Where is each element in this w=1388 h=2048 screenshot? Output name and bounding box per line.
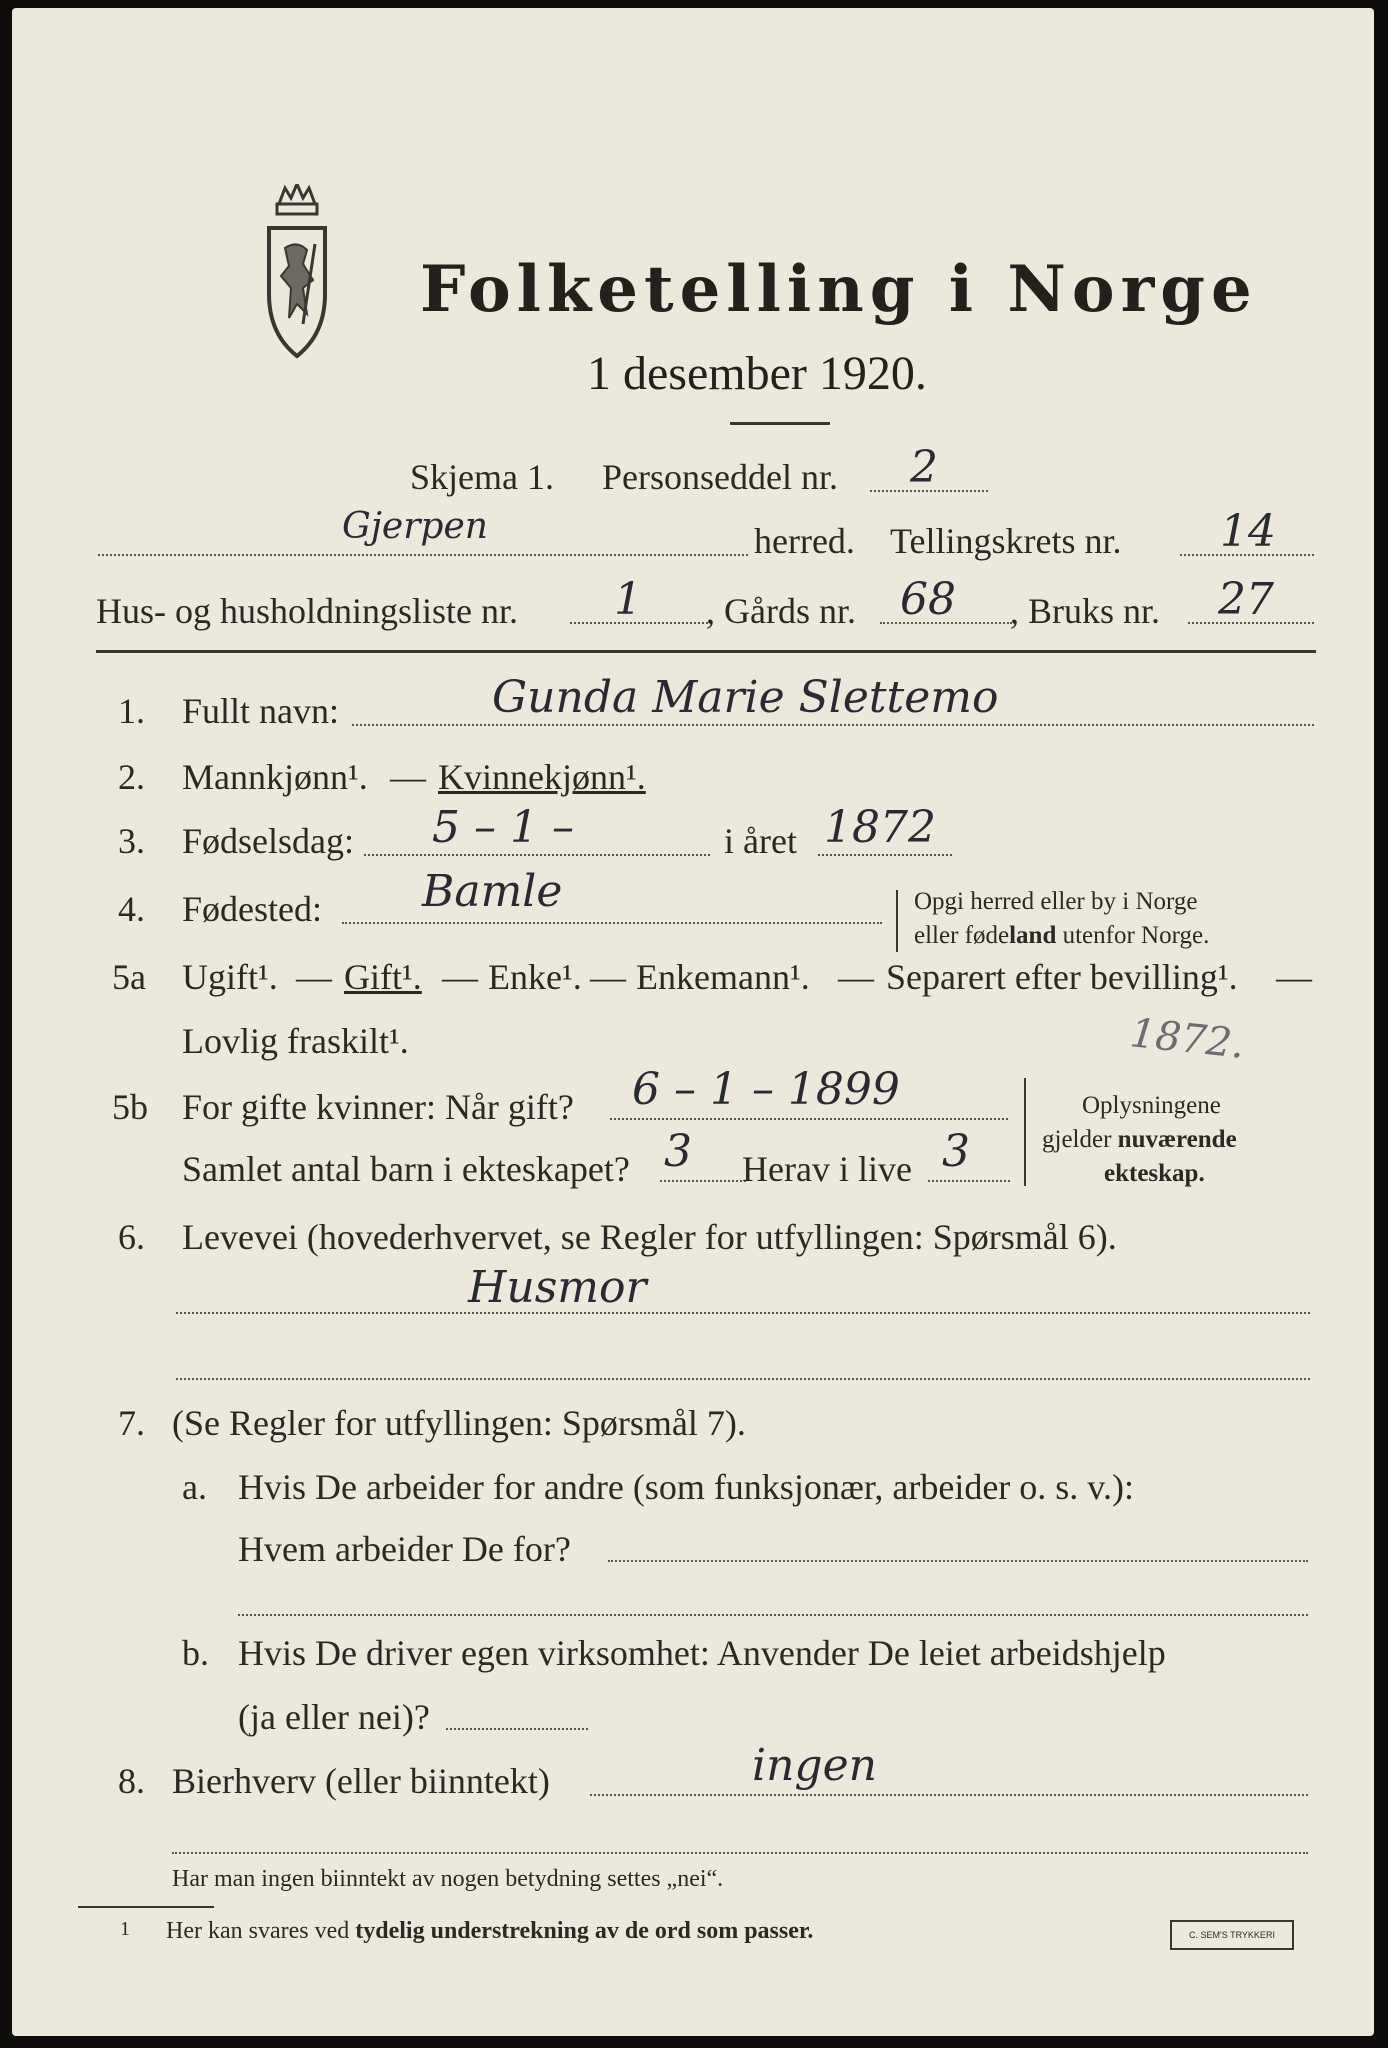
q5a-sep1: — — [296, 957, 332, 997]
year-label: i året — [724, 821, 797, 861]
year-line — [818, 854, 952, 856]
q8-number: 8. — [118, 1761, 145, 1801]
q6-line1 — [176, 1312, 1310, 1314]
children-count-value: 3 — [664, 1126, 692, 1177]
q5a-sep2: — — [442, 957, 478, 997]
q7b-letter: b. — [182, 1633, 209, 1673]
bruks-label: , Bruks nr. — [1010, 591, 1161, 631]
q5b-line — [610, 1118, 1008, 1120]
q7b-line1: Hvis De driver egen virksomhet: Anvender De leiet arbeidshjelp — [238, 1633, 1166, 1673]
option-lovlig-fraskilt: Lovlig fraskilt¹. — [182, 1021, 409, 1061]
gards-value: 68 — [900, 574, 956, 625]
q5a-number: 5a — [112, 957, 146, 997]
footnote-mark: 1 — [120, 1918, 130, 1940]
ilive-line — [928, 1180, 1010, 1182]
marriage-date-value: 6 – 1 – 1899 — [632, 1064, 900, 1115]
q7-number: 7. — [118, 1403, 145, 1443]
q5a-sep4: — — [838, 957, 874, 997]
tellingskrets-label: Tellingskrets nr. — [890, 521, 1122, 561]
q4-brace — [888, 890, 898, 952]
occupation-value: Husmor — [468, 1262, 647, 1313]
q3-line — [364, 854, 710, 856]
q4-number: 4. — [118, 889, 145, 929]
q6-line2 — [176, 1378, 1310, 1380]
form-title: Folketelling i Norge — [420, 252, 1258, 327]
birthday-value: 5 – 1 – — [432, 802, 574, 853]
q4-note-line2: eller fødeland utenfor Norge. — [914, 922, 1210, 949]
secondary-income-value: ingen — [752, 1740, 877, 1791]
margin-annotation-year: 1872. — [1127, 1010, 1247, 1068]
option-enke: Enke¹. — [488, 957, 582, 997]
footer-note: Har man ingen biinntekt av nogen betydning settes „nei“. — [172, 1866, 724, 1892]
q7a-line — [608, 1560, 1308, 1562]
personseddel-label: Personseddel nr. — [602, 457, 838, 497]
skjema-label: Skjema 1. — [410, 457, 554, 497]
footnote-text: Her kan svares ved tydelig understrekning av de ord som passer. — [166, 1918, 814, 1944]
option-enkemann: Enkemann¹. — [636, 957, 810, 997]
barn-label: Samlet antal barn i ekteskapet? — [182, 1149, 630, 1189]
q4-note-line1: Opgi herred eller by i Norge — [914, 888, 1198, 915]
personseddel-value: 2 — [910, 442, 938, 493]
q1-label: Fullt navn: — [182, 691, 340, 731]
q6-label: Levevei (hovederhvervet, se Regler for utfyllingen: Spørsmål 6). — [182, 1217, 1117, 1257]
q7a-line-extra — [238, 1614, 1308, 1616]
option-separert: Separert efter bevilling¹. — [886, 957, 1238, 997]
header-divider — [96, 650, 1316, 653]
q8-label: Bierhverv (eller biinntekt) — [172, 1761, 550, 1801]
q2-dash: — — [390, 757, 426, 797]
q5b-brace — [1014, 1078, 1026, 1186]
q1-line — [352, 724, 1314, 726]
barn-line — [660, 1180, 746, 1182]
birthplace-value: Bamle — [422, 866, 563, 917]
bruks-value: 27 — [1218, 574, 1274, 625]
birth-year-value: 1872 — [824, 802, 936, 853]
q5a-sep3: — — [590, 957, 626, 997]
q5a-sep5: — — [1276, 957, 1312, 997]
q1-number: 1. — [118, 691, 145, 731]
q5b-note-line2: gjelder nuværende — [1042, 1126, 1237, 1153]
q5b-note-line3: ekteskap. — [1104, 1160, 1205, 1187]
husliste-label: Hus- og husholdningsliste nr. — [96, 591, 519, 631]
herred-label: herred. — [754, 521, 855, 561]
q7a-letter: a. — [182, 1467, 207, 1507]
q4-label: Fødested: — [182, 889, 322, 929]
q7a-line2: Hvem arbeider De for? — [238, 1529, 571, 1569]
option-mannkjonn: Mannkjønn¹. — [182, 757, 368, 797]
tellingskrets-value: 14 — [1220, 506, 1276, 557]
printer-stamp: C. SEM'S TRYKKERI — [1170, 1920, 1294, 1950]
ilive-label: Herav i live — [742, 1149, 912, 1189]
title-divider — [730, 422, 830, 425]
husliste-value: 1 — [614, 574, 642, 625]
q4-line — [342, 922, 882, 924]
q8-line2 — [172, 1852, 1308, 1854]
census-date: 1 desember 1920. — [587, 347, 927, 400]
q3-label: Fødselsdag: — [182, 821, 355, 861]
q7b-line2: (ja eller nei)? — [238, 1697, 430, 1737]
herred-value: Gjerpen — [342, 506, 488, 547]
q2-number: 2. — [118, 757, 145, 797]
q8-line — [590, 1794, 1308, 1796]
q5b-label: For gifte kvinner: Når gift? — [182, 1087, 574, 1127]
gards-label: , Gårds nr. — [706, 591, 856, 631]
q5b-number: 5b — [112, 1087, 148, 1127]
option-gift-underlined: Gift¹. — [344, 957, 422, 997]
q7a-line1: Hvis De arbeider for andre (som funksjonær, arbeider o. s. v.): — [238, 1467, 1134, 1507]
q7-label: (Se Regler for utfyllingen: Spørsmål 7). — [172, 1403, 746, 1443]
q3-number: 3. — [118, 821, 145, 861]
herred-line — [98, 554, 748, 556]
children-alive-value: 3 — [942, 1126, 970, 1177]
footnote-rule — [78, 1906, 214, 1908]
q7b-line — [446, 1728, 588, 1730]
census-form-page — [12, 8, 1374, 2036]
full-name-value: Gunda Marie Slettemo — [492, 672, 999, 723]
q6-number: 6. — [118, 1217, 145, 1257]
norwegian-coat-of-arms-icon — [257, 184, 337, 384]
q5b-note-line1: Oplysningene — [1082, 1092, 1221, 1119]
option-kvinnekjonn-underlined: Kvinnekjønn¹. — [438, 757, 646, 797]
option-ugift: Ugift¹. — [182, 957, 278, 997]
